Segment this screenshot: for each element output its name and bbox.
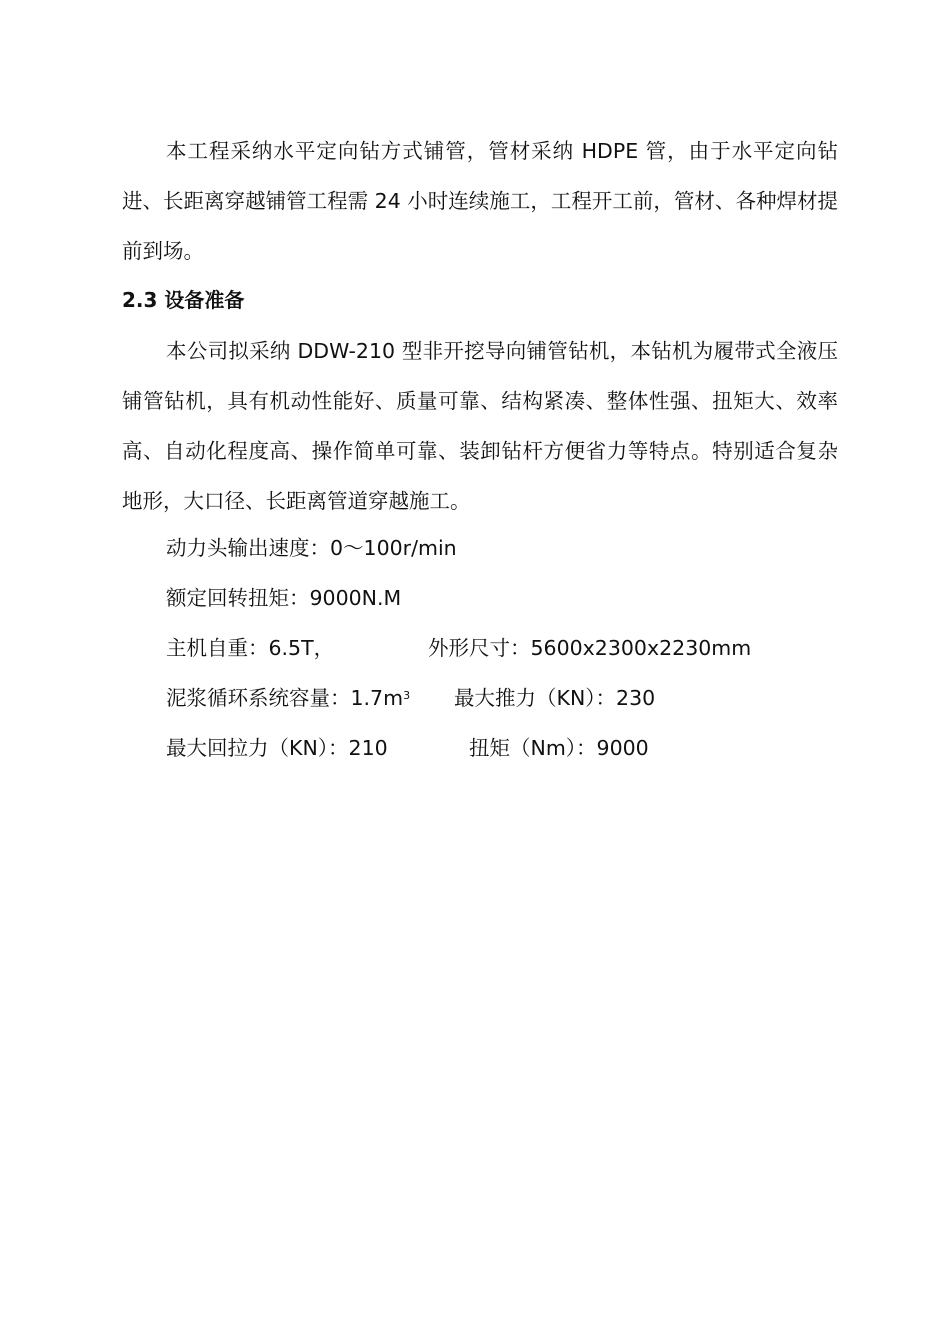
spec-mud-capacity-superscript: 3: [403, 689, 411, 702]
section-heading-equipment: 2.3 设备准备: [122, 288, 245, 312]
spec-max-pullback: 最大回拉力（KN）：210: [166, 736, 388, 760]
paragraph-pipe-method: 本工程采纳水平定向钻方式铺管，管材采纳 HDPE 管，由于水平定向钻进、长距离穿越铺管工程需 24 小时连续施工，工程开工前，管材、各种焊材提前到场。: [122, 139, 838, 263]
spec-mud-capacity-text: 泥浆循环系统容量：1.7m: [166, 686, 404, 710]
spec-torque-rated: 额定回转扭矩：9000N.M: [166, 586, 402, 610]
spec-mud-capacity: [166, 678, 410, 718]
spec-speed: 动力头输出速度：0～100r/min: [166, 536, 457, 560]
spec-torque-nm: 扭矩（Nm）：9000: [469, 736, 649, 760]
spec-weight: 主机自重：6.5T，: [166, 636, 335, 660]
spec-dimensions: 外形尺寸：5600x2300x2230mm: [428, 636, 752, 660]
spec-max-thrust: 最大推力（KN）：230: [454, 686, 656, 710]
paragraph-drill-rig: 本公司拟采纳 DDW-210 型非开挖导向铺管钻机，本钻机为履带式全液压铺管钻机，具有机动性能好、质量可靠、结构紧凑、整体性强、扭矩大、效率高、自动化程度高、操作简单可靠、装卸钻杆方便省力等特点。特别适合复杂地形，大口径、长距离管道穿越施工。: [122, 339, 838, 513]
